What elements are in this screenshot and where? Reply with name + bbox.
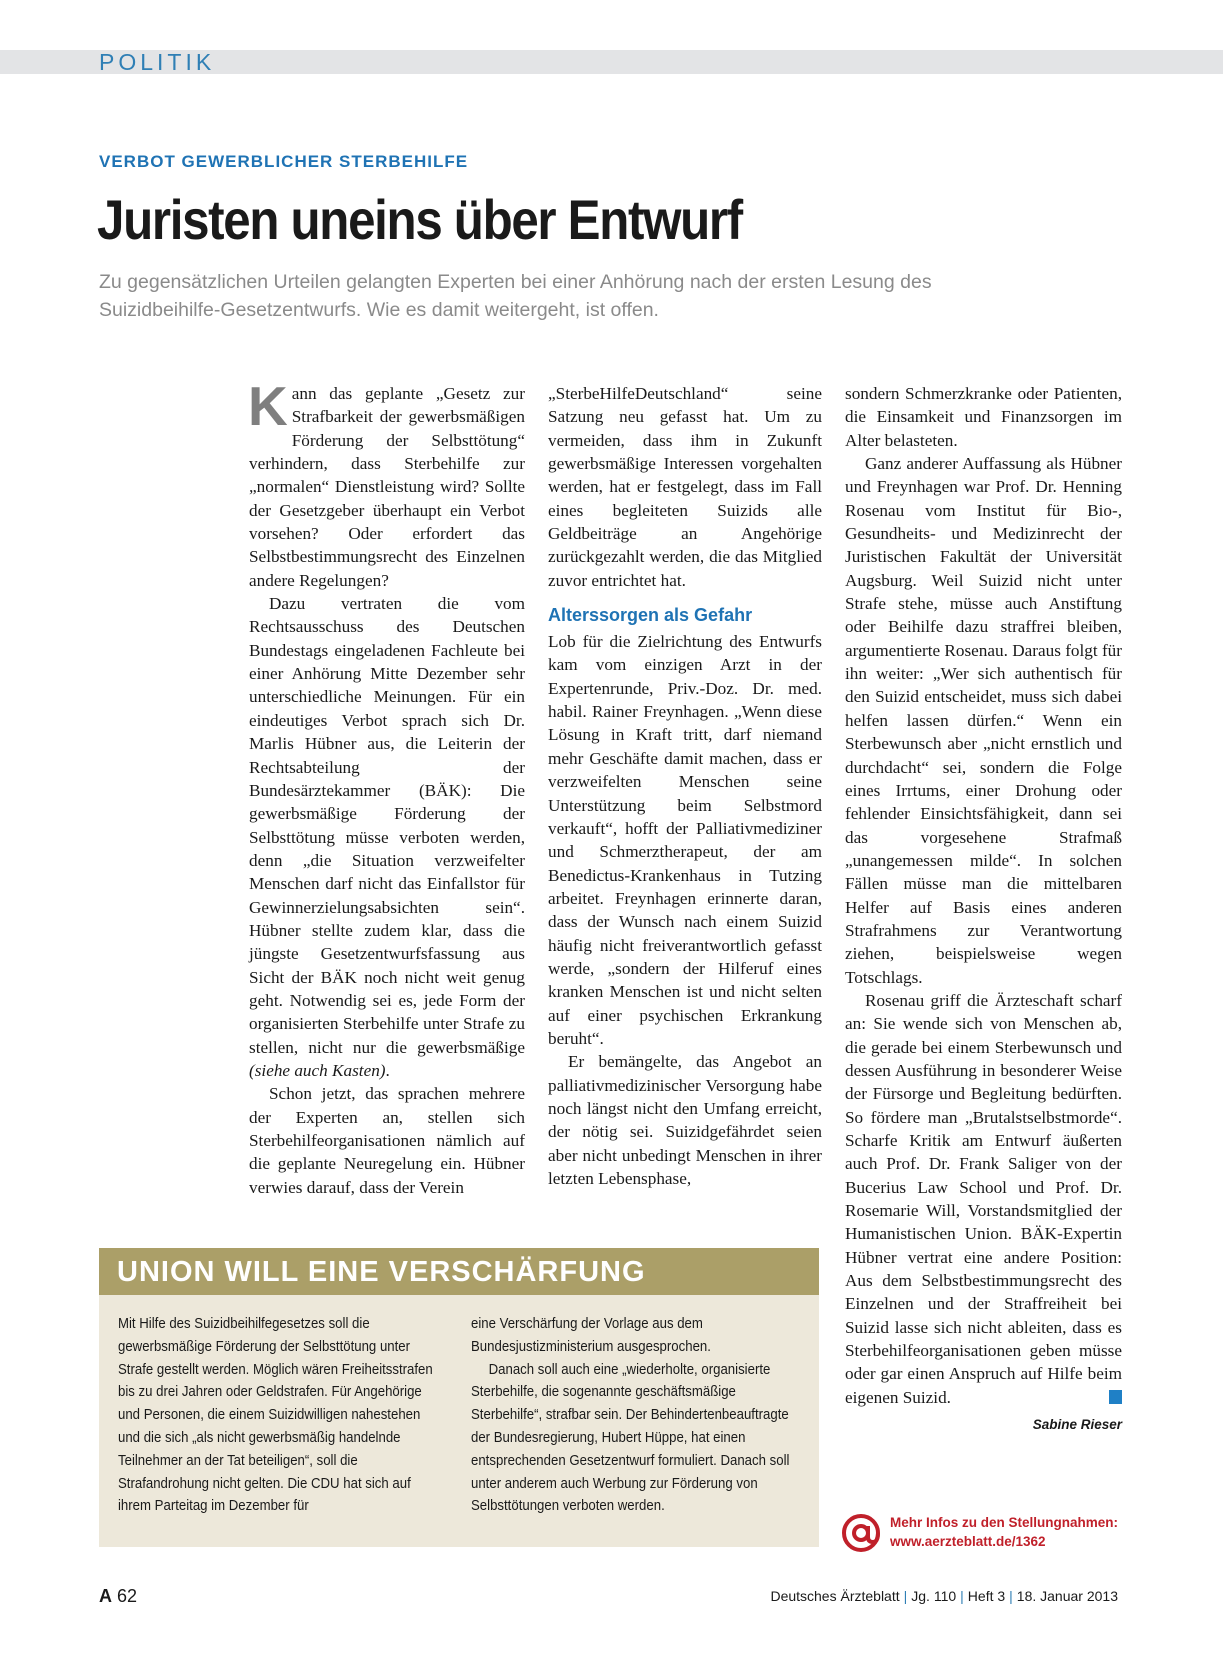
- more-info-url[interactable]: www.aerzteblatt.de/1362: [890, 1534, 1046, 1549]
- article-paragraph-continued: Er bemängelte, das Angebot an palliativmedizinischer Versorgung habe noch längst nicht den Umfang erreicht, der nötig sei. Suizidgefährdet seien aber nicht unbedingt Menschen in ihrer letzten Lebensphase,: [548, 1052, 822, 1188]
- lead-paragraph: Zu gegensätzlichen Urteilen gelangten Experten bei einer Anhörung nach der ersten Lesung des Suizidbeihilfe-Gesetzentwurfs. Wie es damit weitergeht, ist offen.: [99, 271, 932, 321]
- page-letter: A: [99, 1586, 112, 1606]
- more-info-label: Mehr Infos zu den Stellungnahmen:: [890, 1515, 1119, 1530]
- at-sign-icon: [840, 1512, 882, 1554]
- section-label: POLITIK: [99, 49, 216, 75]
- end-mark-icon: [1109, 1390, 1122, 1404]
- info-box-paragraph: Danach soll auch eine „wiederholte, organisierte Sterbehilfe, die sogenannte geschäftsmäßige Sterbehilfe“, strafbar sein. Der Behindertenbeauftragte der Bundesregierung, Hubert Hüppe, hat einen entsprechenden Gesetzentwurf formuliert. Danach soll unter anderem auch Werbung zur Förderung von Selbsttötungen verboten werden.: [471, 1360, 790, 1515]
- journal-name: Deutsches Ärzteblatt: [770, 1588, 900, 1604]
- more-info-link[interactable]: [890, 1513, 1118, 1551]
- info-box-column-2: [471, 1313, 795, 1518]
- page-number-value: 62: [117, 1586, 138, 1606]
- info-box: [99, 1248, 819, 1547]
- article-column-3: [845, 382, 1122, 1436]
- article-column-1: [248, 375, 525, 1199]
- author: Sabine Rieser: [1032, 1417, 1122, 1433]
- journal-volume: Jg. 110: [911, 1588, 957, 1604]
- journal-footer: Deutsches Ärzteblatt | Jg. 110 | Heft 3 | 18. Januar 2013: [770, 1588, 1118, 1604]
- box-reference: (siehe auch Kasten): [249, 1060, 386, 1080]
- info-box-paragraph-start: Mit Hilfe des Suizidbeihilfegesetzes soll die gewerbsmäßige Förderung der Selbsttötung unter Strafe gestellt werden. Möglich wären Freiheitsstrafen bis zu drei Jahren oder Geldstrafen. Für Angehörige und Personen, die einem Suizidwilligen nahestehen und die sich „als nicht gewerbsmäßig handelnde Teilnehmer an der Tat beteiligen“, soll die Strafandrohung nicht gelten. Die CDU hat sich auf ihrem Parteitag im Dezember für: [118, 1315, 433, 1515]
- journal-date: 18. Januar 2013: [1016, 1588, 1118, 1604]
- article-paragraph: Kann das geplante „Gesetz zur Strafbarkeit der gewerbsmäßigen Förderung der Selbsttötung“ verhindern, dass Sterbehilfe zur „normalen“ Dienstleistung wird? Sollte der Gesetzgeber überhaupt ein Verbot vorsehen? Oder erfordert das Selbstbestimmungsrecht des Einzelnen andere Regelungen?: [248, 375, 525, 590]
- headline: Juristen uneins über Entwurf: [97, 188, 742, 251]
- article-paragraph: Rosenau griff die Ärzteschaft scharf an: Sie wende sich von Menschen ab, die gerade bei einem Sterbewunsch und dessen Ausführung in besonderer Weise der Fürsorge und Begleitung bedürften. So fördere man „Brutalstselbstmorde“. Scharfe Kritik am Entwurf äußerten auch Prof. Dr. Frank Saliger von der Bucerius Law School und Prof. Dr. Rosemarie Will, Vorstandsmitglied der Humanistischen Union. BÄK-Expertin Hübner vertrat eine andere Position: Aus dem Selbstbestimmungsrecht des Einzelnen und der Straffreiheit bei Suizid lasse sich nicht ableiten, dass es Sterbehilfeorganisationen geben müsse oder gar einen Anspruch auf Hilfe beim eigenen Suizid.: [845, 990, 1122, 1407]
- article-paragraph-continued: Schon jetzt, das sprachen mehrere der Experten an, stellen sich Sterbehilfeorganisationen nämlich auf die geplante Neuregelung ein. Hübner verwies darauf, dass der Verein: [249, 1084, 525, 1197]
- article-paragraph-continued: „SterbeHilfeDeutschland“ seine Satzung neu gefasst hat. Um zu vermeiden, dass ihm in Zukunft gewerbsmäßige Interessen vorgehalten werden, hat er festgelegt, dass im Fall eines begleiteten Suizids alle Geldbeiträge an Angehörige zurückgezahlt werden, die das Mitglied zuvor entrichtet hat.: [548, 384, 822, 590]
- info-box-column-1: [118, 1313, 442, 1518]
- article-paragraph: Ganz anderer Auffassung als Hübner und Freynhagen war Prof. Dr. Henning Rosenau vom Institut für Bio-, Gesundheits- und Medizinrecht der Juristischen Fakultät der Universität Augsburg. Weil Suizid nicht unter Strafe stehe, müsse auch Anstiftung oder Beihilfe dazu straffrei bleiben, argumentierte Rosenau. Daraus folgt für ihn weiter: „Wer sich authentisch für den Suizid entscheidet, muss sich dabei helfen lassen dürfen.“ Wenn ein Sterbewunsch aber „nicht ernstlich und durchdacht“ sei, sondern die Folge eines Irrtums, einer Drohung oder fehlender Einsichtsfähigkeit, dann sei das vorgesehene Strafmaß „unangemessen milde“. In solchen Fällen müsse man die mittelbaren Helfer auf Basis eines anderen Strafrahmens zur Verantwortung ziehen, beispielsweise wegen Totschlags.: [845, 454, 1122, 987]
- journal-issue: Heft 3: [967, 1588, 1006, 1604]
- article-paragraph-continued: sondern Schmerzkranke oder Patienten, die Einsamkeit und Finanzsorgen im Alter belasteten.: [845, 384, 1122, 450]
- kicker: VERBOT GEWERBLICHER STERBEHILFE: [99, 152, 469, 171]
- article-column-2: [548, 382, 822, 1190]
- info-box-title: UNION WILL EINE VERSCHÄRFUNG: [99, 1248, 819, 1295]
- page-number: [99, 1586, 137, 1607]
- info-box-paragraph-continued: eine Verschärfung der Vorlage aus dem Bundesjustizministerium ausgesprochen.: [471, 1315, 711, 1355]
- article-paragraph: Dazu vertraten die vom Rechtsausschuss des Deutschen Bundestags eingeladenen Fachleute bei einer Anhörung Mitte Dezember sehr unterschiedliche Meinungen. Für ein eindeutiges Verbot sprach sich Dr. Marlis Hübner aus, die Leiterin der Rechtsabteilung der Bundesärztekammer (BÄK): Die gewerbsmäßige Förderung der Selbsttötung müsse verboten werden, denn „die Situation verzweifelter Menschen darf nicht das Einfallstor für Gewinnerzielungsabsichten sein“. Hübner stellte zudem klar, dass die jüngste Gesetzentwurfsfassung aus Sicht der BÄK noch nicht weit genug geht. Notwendig sei es, jede Form der organisierten Sterbehilfe unter Strafe zu stellen, nicht nur die gewerbsmäßige (siehe auch Kasten).: [249, 594, 525, 1080]
- drop-cap: K: [248, 375, 288, 437]
- subheading: Alterssorgen als Gefahr: [548, 605, 753, 626]
- article-paragraph: Lob für die Zielrichtung des Entwurfs kam vom einzigen Arzt in der Expertenrunde, Priv.-Doz. Dr. med. habil. Rainer Freynhagen. „Wenn diese Lösung in Kraft tritt, darf niemand mehr Geschäfte damit machen, dass er verzweifelten Menschen seine Unterstützung beim Selbstmord verkauft“, hofft der Palliativmediziner und Schmerztherapeut, der am Benedictus-Krankenhaus in Tutzing arbeitet. Freynhagen erinnerte daran, dass der Wunsch nach einem Suizid häufig nicht freiverantwortlich gefasst werde, „sondern der Hilferuf eines kranken Menschen ist und nicht selten auf einer psychischen Erkrankung beruht“.: [548, 632, 822, 1048]
